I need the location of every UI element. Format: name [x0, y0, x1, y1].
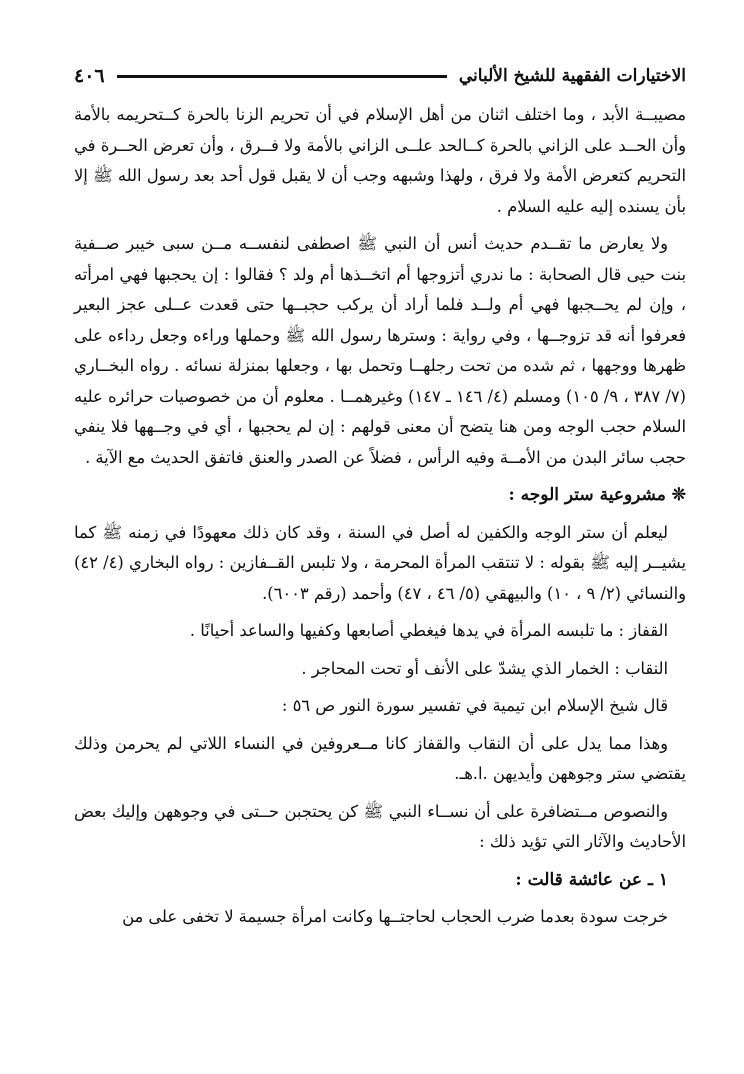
paragraph-1: مصيبــة الأبد ، وما اختلف اثنان من أهل الإسلام في أن تحريم الزنا بالحرة كــتحريمه بالأمة وأن الحــد على الزاني بالحرة كــالحد علــى الزاني بالأمة ولا فــرق ، وأن تعرض الحــرة في التحريم كتعرض الأمة ولا فرق ، ولهذا وشبهه وجب أن لا يقبل قول أحد بعد رسول الله ﷺ إلا بأن يسنده إليه عليه السلام .: [74, 105, 686, 216]
paragraph-ibn-taymiyya: قال شيخ الإسلام ابن تيمية في تفسير سورة النور ص ٥٦ :: [281, 696, 668, 715]
section-heading: ❊ مشروعية ستر الوجه :: [508, 485, 686, 505]
page-body: [74, 100, 686, 933]
running-title: الاختيارات الفقهية للشيخ الألباني: [458, 66, 686, 86]
paragraph-quote: وهذا مما يدل على أن النقاب والقفاز كانا مــعروفين في النساء اللاتي لم يحرمن وذلك يقتضي ستر وجوههن وأيديهن .ا.هـ.: [74, 733, 686, 783]
paragraph-niqab: النقاب : الخمار الذي يشدّ على الأنف أو تحت المحاجر .: [301, 658, 668, 678]
page-number: ٤٠٦: [74, 65, 105, 87]
last-line: خرجت سودة بعدما ضرب الحجاب لحاجتــها وكانت امرأة جسيمة لا تخفى على من: [122, 907, 668, 926]
header-rule: [117, 75, 447, 78]
paragraph-texts: والنصوص مــتضافرة على أن نســاء النبي ﷺ كن يحتجبن حــتى في وجوههن وإليك بعض الأحاديث والآثار التي تؤيد ذلك :: [74, 801, 686, 851]
paragraph-3: ليعلم أن ستر الوجه والكفين له أصل في السنة ، وقد كان ذلك معهودًا في زمنه ﷺ كما يشيــر إليه ﷺ بقوله : لا تنتقب المرأة المحرمة ، ولا تلبس القــفازين : رواه البخاري (٤/ ٤٢) والنسائي (٢/ ٩ ، ١٠) والبيهقي (٥/ ٤٦ ، ٤٧) وأحمد (رقم ٦٠٠٣).: [74, 522, 686, 603]
paragraph-2: ولا يعارض ما تقــدم حديث أنس أن النبي ﷺ اصطفى لنفســه مــن سبى خيبر صــفية بنت حيى قال الصحابة : ما ندري أتزوجها أم اتخــذها أم ولد ؟ فقالوا : إن يحجبها فهي امرأته ، وإن لم يحــجبها فهي أم ولــد فلما أراد أن يركب حجبــها حتى قعدت عــلى عجز البعير فعرفوا أنه قد تزوجــها ، وفي رواية : وسترها رسول الله ﷺ وحملها وراءه وجعل رداءه على ظهرها ووجهها ، ثم شده من تحت رجلهــا وتحمل بها ، وجعلها بمنزلة نسائه . رواه البخــاري (٧/ ٣٨٧ ، ٩/ ١٠٥) ومسلم (٤/ ١٤٦ ـ ١٤٧) وغيرهمــا . معلوم أن من خصوصيات حرائره عليه السلام حجب الوجه ومن هنا يتضح أن معنى قولهم : إن لم يحجبها ، أي في وجــهها فلا ينفي حجب سائر البدن من الأمــة وفيه الرأس ، فضلاً عن الصدر والعنق فاتفق الحديث مع الآية .: [74, 234, 686, 467]
page-header: [74, 58, 686, 94]
paragraph-qaffaz: القفاز : ما تلبسه المرأة في يدها فيغطي أصابعها وكفيها والساعد أحيانًا .: [189, 621, 668, 640]
document-page: [74, 58, 686, 1048]
subheading: ١ ـ عن عائشة قالت :: [515, 869, 668, 890]
